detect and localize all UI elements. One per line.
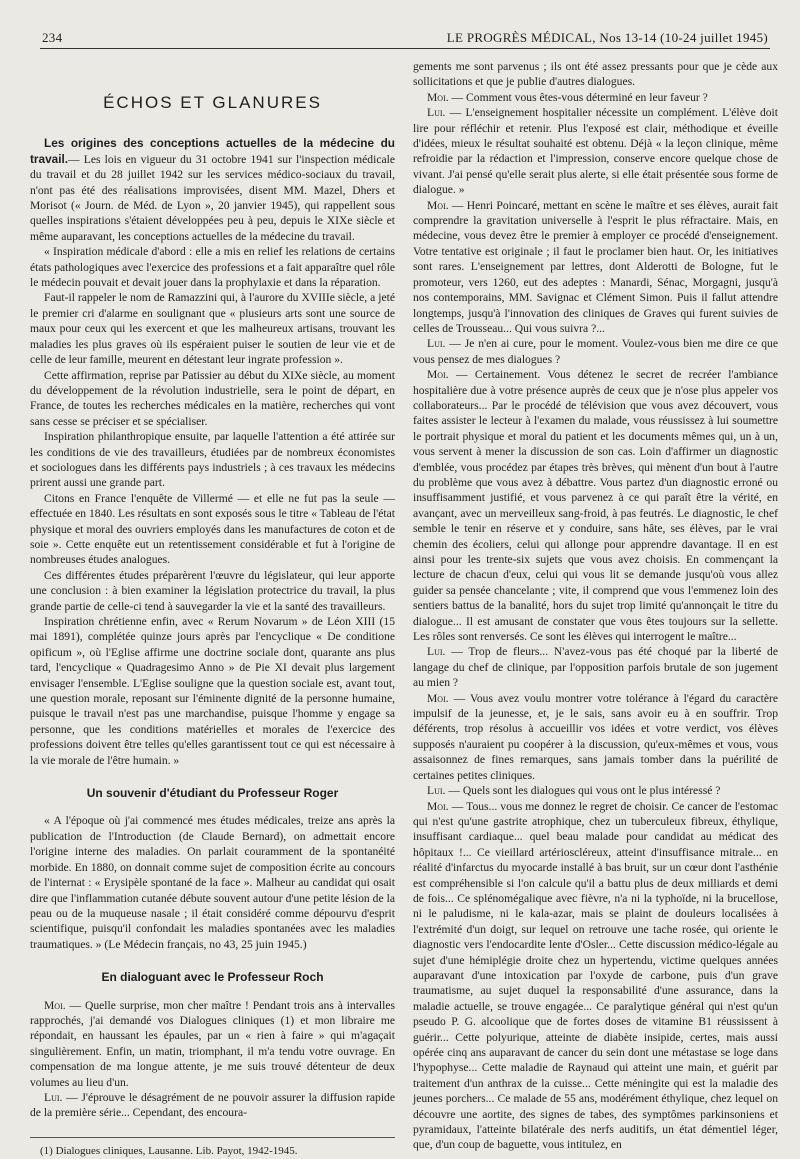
paragraph: Inspiration philanthropique ensuite, par laquelle l'attention a été attirée sur les conditions de vie des travailleurs, étudiées par de nombreux économistes et sociologues dans les différents pays industriels ; à ces travaux les médecins prirent aussi une grande part. [30, 430, 395, 490]
paragraph: Faut-il rappeler le nom de Ramazzini qui, à l'aurore du XVIIIe siècle, a jeté le premier cri d'alarme en soulignant que « plusieurs arts sont une source de maux pour ceux qui les exercent et que les malheureux artisans, trouvant les maladies les plus graves où ils espéraient puiser le soutien de leur vie et de celle de leur famille, meurent en détestant leur ingrate profession ». [30, 291, 395, 367]
two-column-body [30, 59, 778, 1159]
article-title: Les origines des conceptions actuelles de la médecine du travail. [30, 136, 395, 166]
paragraph: — Je n'en ai cure, pour le moment. Voulez-vous bien me dire ce que vous pensez de mes dialogues ? [413, 337, 778, 366]
paragraph: Inspiration chrétienne enfin, avec « Rerum Novarum » de Léon XIII (15 mai 1891), complétée quinze jours après par l'encyclique « De conditione opificum », où l'Eglise affirme une doctrine sociale dont, quarante ans plus tard, l'encyclique « Quadragesimo Anno » de Pie XI devait plus largement envisager l'ensemble. L'Eglise souligne que la question sociale est, avant tout, une question morale, reposant sur l'éminente dignité de la personne humaine, puisque le travail n'est pas une marchandise, puisque l'homme y engage sa personne, que les conditions matérielles et morales de l'exercice des professions doivent être telles qu'elles garantissent tout ce qui est nécessaire à la vie morale de l'être humain. » [30, 615, 395, 767]
paragraph: gements me sont parvenus ; ils ont été assez pressants pour que je cède aux sollicitations et que je publie d'autres dialogues. [413, 60, 778, 89]
speaker-label: Moi. [427, 198, 449, 212]
paragraph: — Henri Poincaré, mettant en scène le maître et ses élèves, aurait fait comprendre la gravitation universelle à l'esprit le plus réfractaire. Mais, en médecine, vous devez être le premier à employer ce procédé d'enseignement. Votre tentative est originale ; il faut le proclamer bien haut. Or, les initiatives sont rares. L'enseignement par lettres, dont Alderotti de Bologne, fut le promoteur, vers 1260, eut des adeptes : Manardi, Sénac, Morgagni, jusqu'à nos contemporains, MM. Savignac et Clément Simon. Puis il fallut attendre longtemps, jusqu'à l'innovation des cliniques de Graves qui furent suivies de celles de Trousseau... Qui vous suivra ?... [413, 198, 778, 335]
page-number: 234 [42, 30, 63, 45]
paragraph: « A l'époque où j'ai commencé mes études médicales, treize ans après la publication de l'Introduction (de Claude Bernard), on admettait encore l'origine interne des maladies. On parlait couramment de la spontanéité morbide. En 1880, on donnait comme sujet de composition écrite au concours de l'internat : « Erysipèle spontané de la face ». Malheur au candidat qui osait dire que l'inflammation cutanée débute souvent autour d'une petite lésion de la peau ou de la muqueuse nasale ; il était considéré comme dépourvu d'esprit scientifique, puisqu'il confondait les maladies spontanées avec les maladies traumatiques. » (Le Médecin français, no 43, 25 juin 1945.) [30, 814, 395, 951]
paragraph: — Trop de fleurs... N'avez-vous pas été choqué par la liberté de langage du chef de clinique, par l'opposition parfois brutale de son jugement au mien ? [413, 645, 778, 690]
paragraph: — L'enseignement hospitalier nécessite un complément. L'élève doit lire pour réfléchir et retenir. Plus l'exposé est clair, méthodique et éveille d'idées, mieux le résultat souhaité est obtenu. Déjà « la leçon clinique, même refroidie par la rédaction et l'impression, conserve encore quelque chose de vivant. J'ai pensé qu'elle serait plus alerte, si elle était présentée sous forme de dialogue. » [413, 106, 778, 197]
paragraph: Citons en France l'enquête de Villermé — et elle ne fut pas la seule — effectuée en 1840. Les résultats en sont exposés sous le titre « Tableau de l'état physique et moral des ouvriers employés dans les manufactures de coton et de soie ». Cette enquête eut un retentissement considérable et fut à l'origine de nombreuses études analogues. [30, 491, 395, 567]
speaker-label: Moi. [44, 998, 66, 1012]
article-title: Un souvenir d'étudiant du Professeur Roger [86, 786, 339, 801]
paragraph: — Comment vous êtes-vous déterminé en leur faveur ? [448, 90, 708, 104]
speaker-label: Moi. [427, 90, 449, 104]
paragraph: Cette affirmation, reprise par Patissier au début du XIXe siècle, au moment du développement de la révolution industrielle, sera le point de départ, en France, de toutes les recherches médicales en la matière, recherches qui vont sans cesse se préciser et se spécialiser. [30, 368, 395, 428]
speaker-label: Lui. [44, 1090, 63, 1104]
speaker-label: Lui. [427, 337, 446, 351]
section-title: ÉCHOS ET GLANURES [103, 93, 322, 112]
paragraph: — Certainement. Vous détenez le secret de recréer l'ambiance hospitalière due à votre présence auprès de ceux que je n'ose plus appeler vos collaborateurs... Par le procédé de télévision que vous avez découvert, vous faites assister le lecteur à l'examen du malade, vous réussissez à lui soumettre le portrait physique et moral du patient et les documents mêmes qui, un à un, vous servent à mener la discussion de son cas. Loin d'affirmer un diagnostic d'emblée, vous procédez par étapes très brèves, qui mènent d'un bout à l'autre du problème que vous avez à débattre. Vous partez d'un diagnostic erroné ou insuffisamment justifié, et vous parvenez à ce qui paraît être la vérité, en avançant, avec un merveilleux sang-froid, à pas feutrés. Le diagnostic, le chef semble le tenir en réserve et y conduire, sans hâte, ses élèves, par le vrai chemin des écoliers, celui qui allonge pour apprendre davantage. Il en est ainsi pour les trente-six sujets que vous avez choisis. En commençant la lecture de chacun d'eux, celui qui vous lit se demande jusqu'où vous allez guider sa pensée chancelante ; vite, il comprend que vous l'emmenez loin des sentiers battus de la banalité, hors du sujet trop limité qu'annonçait le titre du dialogue... Il est amusant de constater que vous êtes toujours sur la sellette. Les rôles sont renversés. Ce sont les élèves qui interrogent le maître... [413, 368, 778, 644]
speaker-label: Moi. [427, 691, 449, 705]
speaker-label: Moi. [427, 368, 449, 382]
speaker-label: Moi. [427, 799, 449, 813]
paragraph: — Tous... vous me donnez le regret de choisir. Ce cancer de l'estomac qui n'est qu'une gastrite atrophique, chez un tuberculeux fibreux, éthylique, insuffisant cardiaque... quel beau malade pour candidat au médicat des hôpitaux !... Ce vieillard artérioscléreux, atteint d'insuffisance mitrale... en réalité d'infarctus du myocarde installé à bas bruit, sur un cœur dont l'asthénie est compréhensible si l'on calcule qu'il a battu plus de deux milliards et demi de fois... Ce splénomégalique avec fièvre, n'a ni la typhoïde, ni la brucellose, ni le paludisme, ni le kala-azar, mais se plaint de douleurs localisées à l'extrémité d'un doigt, sur lequel on retrouve une tache rosée, qui oriente le diagnostic vers l'endocardite lente d'Osler... Cette discussion médico-légale au sujet d'une hémiplégie droite chez un hypertendu, victime quelques années auparavant d'une intoxication par l'oxyde de carbone, puis d'un grave traumatisme, au sujet duquel la responsabilité d'une assurance, dans la maladie actuelle, se trouve engagée... Ce paralytique général qui n'est qu'un pseudo P. G. alcoolique que de fortes doses de vitamine B1 réussissent à guérir... Cette polyurique, atteinte de diabète insipide, certes, mais aussi opérée cinq ans auparavant de cancer du sein dont une métastase se loge dans l'hypophyse... Cette maladie de Raynaud qui atteint une main, et guérit par traitement d'un anthrax de la cuisse... Cette méningite qui est la maladie des jeunes porchers... Ce malade de 55 ans, modérément éthylique, chez lequel on découvre une aortite, des signes de tabes, des symptômes parkinsoniens et pyramidaux, l'atteinte bilatérale des nerfs auditifs, un état démentiel léger, que, d'un coup de baguette, vous intitulez, en [413, 799, 778, 1152]
paragraph: — Vous avez voulu montrer votre tolérance à l'égard du caractère impulsif de la jeunesse, et, je le sais, sans avoir eu à en souffrir. Trop déférents, trop résolus à accueillir vos idées et votre verdict, vos élèves supposés n'auraient pu coopérer à la discussion, qu'eux-mêmes et vous, vous assaisonnez de fines remarques, sans jamais tomber dans la puérilité de certaines petites cliniques. [413, 691, 778, 782]
right-column [413, 59, 778, 1159]
paragraph: « Inspiration médicale d'abord : elle a mis en relief les relations de certains états pathologiques avec l'exercice des professions et a fait apparaître quel rôle le médecin pouvait et devait jouer dans la prophylaxie et dans la réparation. [30, 245, 395, 290]
speaker-label: Lui. [427, 106, 446, 120]
paragraph: Ces différentes études préparèrent l'œuvre du législateur, qui leur apporte une conclusion : à bien examiner la législation protectrice du travail, la plus grande partie de celle-ci tend à sauvegarder la vie et la santé des travailleurs. [30, 568, 395, 613]
header-rule [40, 48, 770, 49]
running-title: LE PROGRÈS MÉDICAL, Nos 13-14 (10-24 juillet 1945) [446, 30, 768, 45]
paragraph: — Quels sont les dialogues qui vous ont le plus intéressé ? [445, 784, 721, 798]
left-column [30, 59, 395, 1159]
paragraph: — Quelle surprise, mon cher maître ! Pendant trois ans à intervalles rapprochés, j'ai demandé vos Dialogues cliniques (1) et mon libraire me répondait, en haussant les épaules, par un « rien à faire » qui m'agaçait singulièrement. Enfin, un matin, triomphant, il m'a tendu votre ouvrage. En compensation de ma longue attente, je me suis trouvé détenteur de deux volumes au lieu d'un. [30, 998, 395, 1089]
paragraph: — J'éprouve le désagrément de ne pouvoir assurer la diffusion rapide de la première série... Cependant, des encoura- [30, 1090, 395, 1120]
speaker-label: Lui. [427, 784, 446, 798]
article-title: En dialoguant avec le Professeur Roch [101, 970, 324, 985]
page-header [30, 30, 778, 48]
speaker-label: Lui. [427, 645, 446, 659]
footnote: (1) Dialogues cliniques, Lausanne. Lib. Payot, 1942-1945. [30, 1137, 395, 1159]
paragraph: — Les lois en vigueur du 31 octobre 1941 sur l'inspection médicale du travail et du 28 juillet 1942 sur les services médico-sociaux du travail, n'ont pas été des réalisations improvisées, disent MM. Mazel, Dhers et Morisot (« Journ. de Méd. de Lyon », 20 janvier 1945), qui rappellent sous quelles inspirations s'étaient développées peu à peu, depuis le XIXe siècle et même auparavant, les conceptions actuelles de la médecine du travail. [30, 152, 395, 243]
